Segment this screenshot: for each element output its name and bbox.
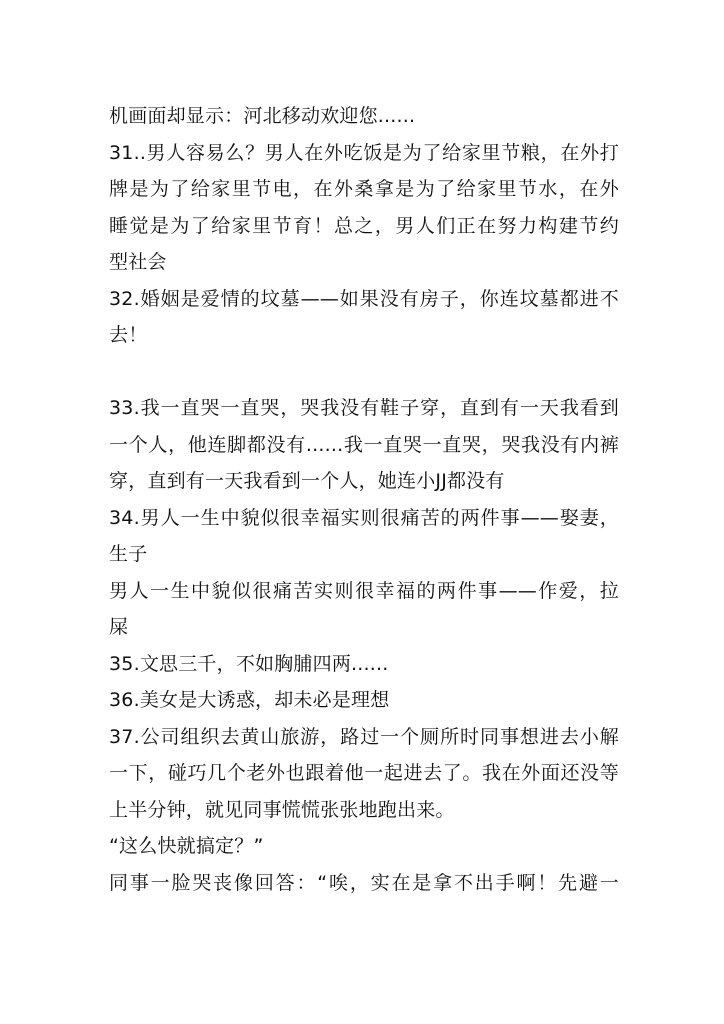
text-line: 穿，直到有一天我看到一个人，她连小JJ都没有 bbox=[109, 470, 505, 492]
text-line: 同事一脸哭丧像回答：“唉，实在是拿不出手啊！先避一 bbox=[109, 871, 619, 894]
text-line: 去！ bbox=[109, 324, 148, 346]
text-line: 一下，碰巧几个老外也跟着他一起进去了。我在外面还没等 bbox=[109, 762, 619, 784]
text-line: 牌是为了给家里节电，在外桑拿是为了给家里节水，在外 bbox=[109, 178, 619, 200]
text-line: 35.文思三千，不如胸脯四两...... bbox=[109, 652, 389, 675]
text-line: 31..男人容易么？男人在外吃饭是为了给家里节粮，在外打 bbox=[109, 141, 619, 164]
text-line: 34.男人一生中貌似很幸福实则很痛苦的两件事——娶妻， bbox=[109, 506, 619, 529]
text-line: 睡觉是为了给家里节育！总之，男人们正在努力构建节约 bbox=[109, 214, 619, 237]
document-body bbox=[109, 98, 619, 901]
text-line: 屎 bbox=[109, 616, 129, 638]
text-line: 37.公司组织去黄山旅游，路过一个厕所时同事想进去小解 bbox=[109, 725, 619, 748]
text-line: 生子 bbox=[109, 543, 148, 565]
text-line: “这么快就搞定？” bbox=[109, 835, 264, 857]
text-line: 32.婚姻是爱情的坟墓——如果没有房子，你连坟墓都进不 bbox=[109, 287, 619, 310]
text-line: 男人一生中貌似很痛苦实则很幸福的两件事——作爱，拉 bbox=[109, 579, 619, 602]
blank-line bbox=[109, 354, 619, 391]
text-line: 型社会 bbox=[109, 251, 167, 273]
text-line: 36.美女是大诱惑，却未必是理想 bbox=[109, 689, 390, 711]
text-line: 机画面却显示：河北移动欢迎您...... bbox=[109, 105, 416, 127]
text-line: 33.我一直哭一直哭，哭我没有鞋子穿，直到有一天我看到 bbox=[109, 397, 619, 419]
text-line: 上半分钟，就见同事慌慌张张地跑出来。 bbox=[109, 798, 455, 821]
text-line: 一个人，他连脚都没有......我一直哭一直哭，哭我没有内裤 bbox=[109, 433, 619, 456]
